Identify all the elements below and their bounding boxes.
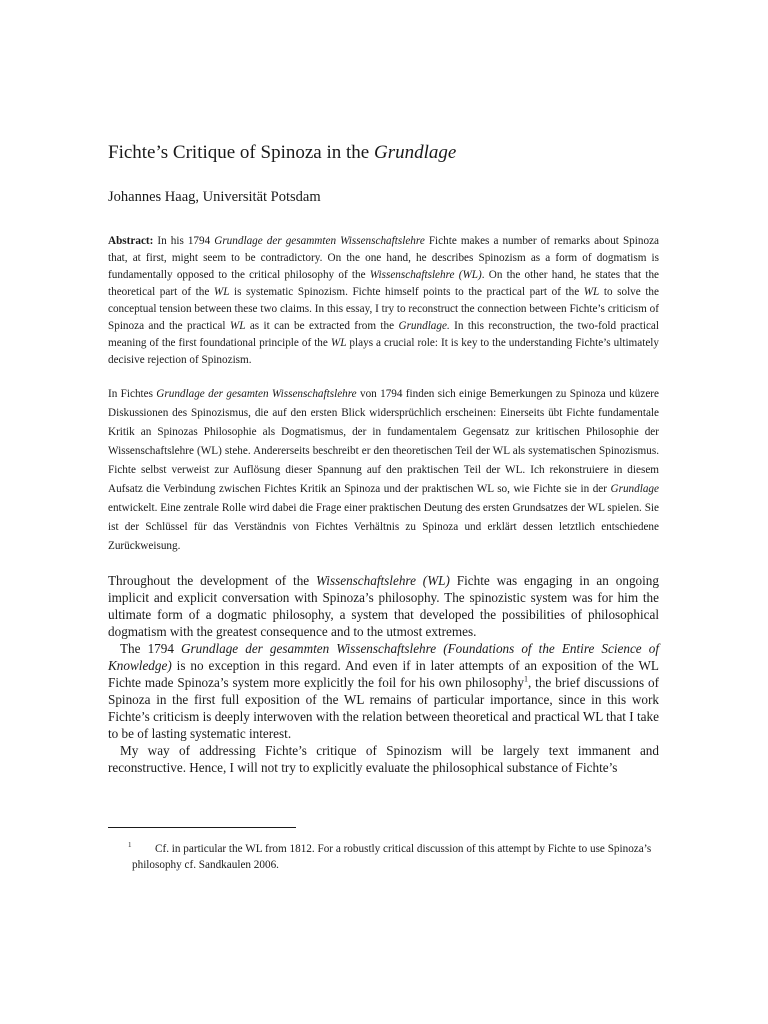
footnote-divider — [108, 827, 296, 828]
footnote-1: 1 Cf. in particular the WL from 1812. For a robustly critical discussion of this attempt by Fichte to use Spinoza’s philosophy cf. Sandkaulen 2006. — [128, 841, 652, 871]
footnote-text: Cf. in particular the WL from 1812. For a robustly critical discussion of this attempt by Fichte to use Spinoza’s philosophy cf. Sandkaulen 2006. — [132, 843, 652, 871]
author-affiliation: Johannes Haag, Universität Potsdam — [108, 189, 321, 205]
abstract-german: In Fichtes Grundlage der gesamten Wissenschaftslehre von 1794 finden sich einige Bemerkungen zu Spinoza und küzere Diskussionen des Spinozismus, die auf den ersten Blick widersprüchlich erscheinen: Einerseits übt Fichte fundamentale Kritik an Spinozas Philosophie als Dogmatismus, der in fundamentalem Gegensatz zur kritischen Philosophie der Wissenschaftslehre (WL) stehe. Andererseits beschreibt er den theoretischen Teil der WL als systematischen Spinozismus. Fichte selbst verweist zur Auflösung dieser Spannung auf den praktischen Teil der WL. Ich rekonstruiere in diesem Aufsatz die Verbindung zwischen Fichtes Kritik an Spinoza und der praktischen WL so, wie Fichte sie in der Grundlage entwickelt. Eine zentrale Rolle wird dabei die Frage einer praktischen Deutung des ersten Grundsatzes der WL spielen. Sie ist der Schlüssel für das Verständnis von Fichtes Verhältnis zu Spinoza und erklärt dessen letztlich entschiedene Zurückweisung. — [108, 388, 659, 552]
body-text — [108, 572, 659, 776]
abstract-english: Abstract: In his 1794 Grundlage der gesammten Wissenschaftslehre Fichte makes a number of remarks about Spinoza that, at first, might seem to be contradictory. On the one hand, he describes Spinozism as a form of dogmatism is fundamentally opposed to the critical philosophy of the Wissenschaftslehre (WL). On the other hand, he states that the theoretical part of the WL is systematic Spinozism. Fichte himself points to the practical part of the WL to solve the conceptual tension between these two claims. In this essay, I try to reconstruct the connection between Fichte’s criticism of Spinoza and the practical WL as it can be extracted from the Grundlage. In this reconstruction, the two-fold practical meaning of the first foundational principle of the WL plays a crucial role: It is key to the understanding Fichte’s ultimately decisive rejection of Spinozism. — [108, 235, 660, 366]
abstract-label: Abstract: — [108, 235, 154, 247]
footnote-reference[interactable]: 1 — [523, 674, 528, 684]
body-paragraph-1: Throughout the development of the Wissenschaftslehre (WL) Fichte was engaging in an ongoing implicit and explicit conversation with Spinoza’s philosophy. The spinozistic system was for him the ultimate form of a dogmatic philosophy, a system that developed the possibilities of philosophical dogmatism with the greatest consequence and to the utmost extremes. — [108, 573, 659, 639]
title-text: Fichte’s Critique of Spinoza in the — [108, 142, 374, 163]
title-italic: Grundlage — [373, 142, 457, 163]
body-paragraph-2: The 1794 Grundlage der gesammten Wissenschaftslehre (Foundations of the Entire Science of Knowledge) is no exception in this regard. And even if in later attempts of an exposition of the WL Fichte made Spinoza’s system more explicitly the foil for his own philosophy$^1$, the brief discussions of Spinoza in the first full exposition of the WL remains of particular importance, since in this work Fichte’s criticism is deeply interwoven with the relation between theoretical and practical WL that I take to be of lasting systematic interest. — [108, 641, 659, 741]
body-paragraph-3: My way of addressing Fichte’s critique of Spinozism will be largely text immanent and reconstructive. Hence, I will not try to explicitly evaluate the philosophical substance of Fichte’s — [108, 743, 659, 775]
paper-title — [108, 142, 456, 164]
